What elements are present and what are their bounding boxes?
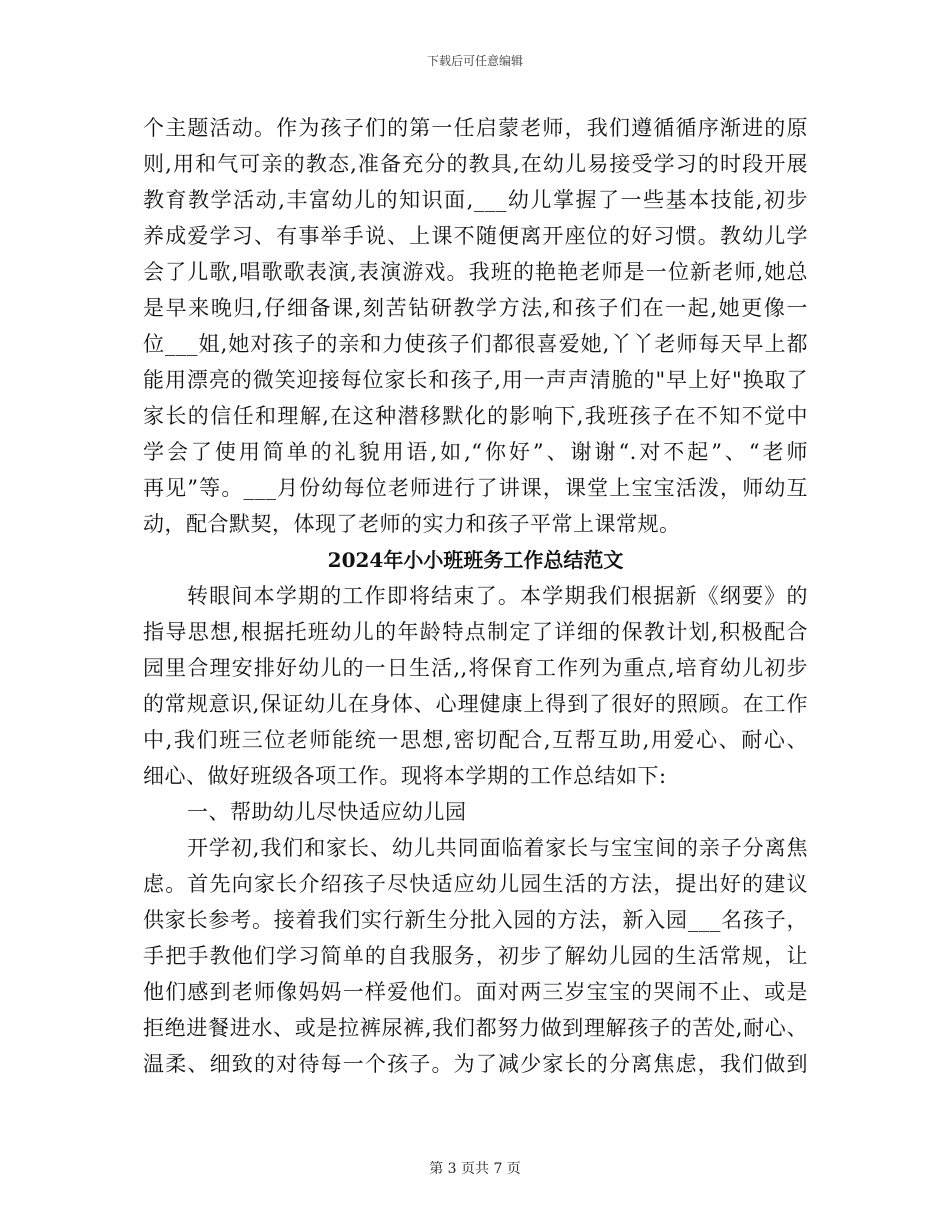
subheading: 一、帮助幼儿尽快适应幼儿园 <box>187 800 467 824</box>
text-line: 学会了使用简单的礼貌用语,如,“你好”、谢谢“.对不起”、“老师 <box>143 440 808 464</box>
text-line: 中,我们班三位老师能统一思想,密切配合,互帮互助,用爱心、耐心、 <box>143 728 808 752</box>
text-line: 细心、做好班级各项工作。现将本学期的工作总结如下: <box>143 764 667 788</box>
text-line: 虑。首先向家长介绍孩子尽快适应幼儿园生活的方法，提出好的建议 <box>143 872 808 896</box>
text-line: 开学初,我们和家长、幼儿共同面临着家长与宝宝间的亲子分离焦 <box>187 836 808 860</box>
page-header: 下载后可任意编辑 <box>426 54 523 68</box>
text-line: 再见”等。___月份幼每位老师进行了讲课，课堂上宝宝活泼，师幼互 <box>143 476 808 500</box>
text-line: 个主题活动。作为孩子们的第一任启蒙老师，我们遵循循序渐进的原 <box>143 116 808 140</box>
text-line: 动，配合默契，体现了老师的实力和孩子平常上课常规。 <box>143 512 681 536</box>
text-line: 则,用和气可亲的教态,准备充分的教具,在幼儿易接受学习的时段开展 <box>143 152 808 176</box>
text-line: 转眼间本学期的工作即将结束了。本学期我们根据新《纲要》的 <box>187 584 808 608</box>
text-line: 他们感到老师像妈妈一样爱他们。面对两三岁宝宝的哭闹不止、或是 <box>143 980 808 1004</box>
text-line: 能用漂亮的微笑迎接每位家长和孩子,用一声声清脆的"早上好"换取了 <box>143 368 808 392</box>
text-line: 是早来晚归,仔细备课,刻苦钻研教学方法,和孩子们在一起,她更像一 <box>143 296 808 320</box>
text-line: 的常规意识,保证幼儿在身体、心理健康上得到了很好的照顾。在工作 <box>143 692 808 716</box>
text-line: 供家长参考。接着我们实行新生分批入园的方法，新入园___名孩子， <box>143 908 808 932</box>
text-line: 园里合理安排好幼儿的一日生活,,将保育工作列为重点,培育幼儿初步 <box>143 656 808 680</box>
document-body <box>143 110 808 1082</box>
section-title: 2024年小小班班务工作总结范文 <box>327 548 624 572</box>
text-line: 指导思想,根据托班幼儿的年龄特点制定了详细的保教计划,积极配合 <box>143 620 808 644</box>
text-line: 家长的信任和理解,在这种潜移默化的影响下,我班孩子在不知不觉中 <box>143 404 808 428</box>
paragraph-continuation <box>143 110 808 542</box>
paragraph-adaptation <box>143 830 808 1082</box>
text-line: 教育教学活动,丰富幼儿的知识面,___幼儿掌握了一些基本技能,初步 <box>143 188 808 212</box>
text-line: 会了儿歌,唱歌歌表演,表演游戏。我班的艳艳老师是一位新老师,她总 <box>143 260 808 284</box>
text-line: 养成爱学习、有事举手说、上课不随便离开座位的好习惯。教幼儿学 <box>143 224 808 248</box>
text-line: 拒绝进餐进水、或是拉裤尿裤,我们都努力做到理解孩子的苦处,耐心、 <box>143 1016 808 1040</box>
text-line: 位___姐,她对孩子的亲和力使孩子们都很喜爱她,丫丫老师每天早上都 <box>143 332 808 356</box>
text-line: 手把手教他们学习简单的自我服务，初步了解幼儿园的生活常规，让 <box>143 944 808 968</box>
page-footer: 第 3 页共 7 页 <box>429 1161 521 1177</box>
text-line: 温柔、细致的对待每一个孩子。为了减少家长的分离焦虑，我们做到 <box>143 1052 808 1076</box>
paragraph-intro <box>143 578 808 794</box>
